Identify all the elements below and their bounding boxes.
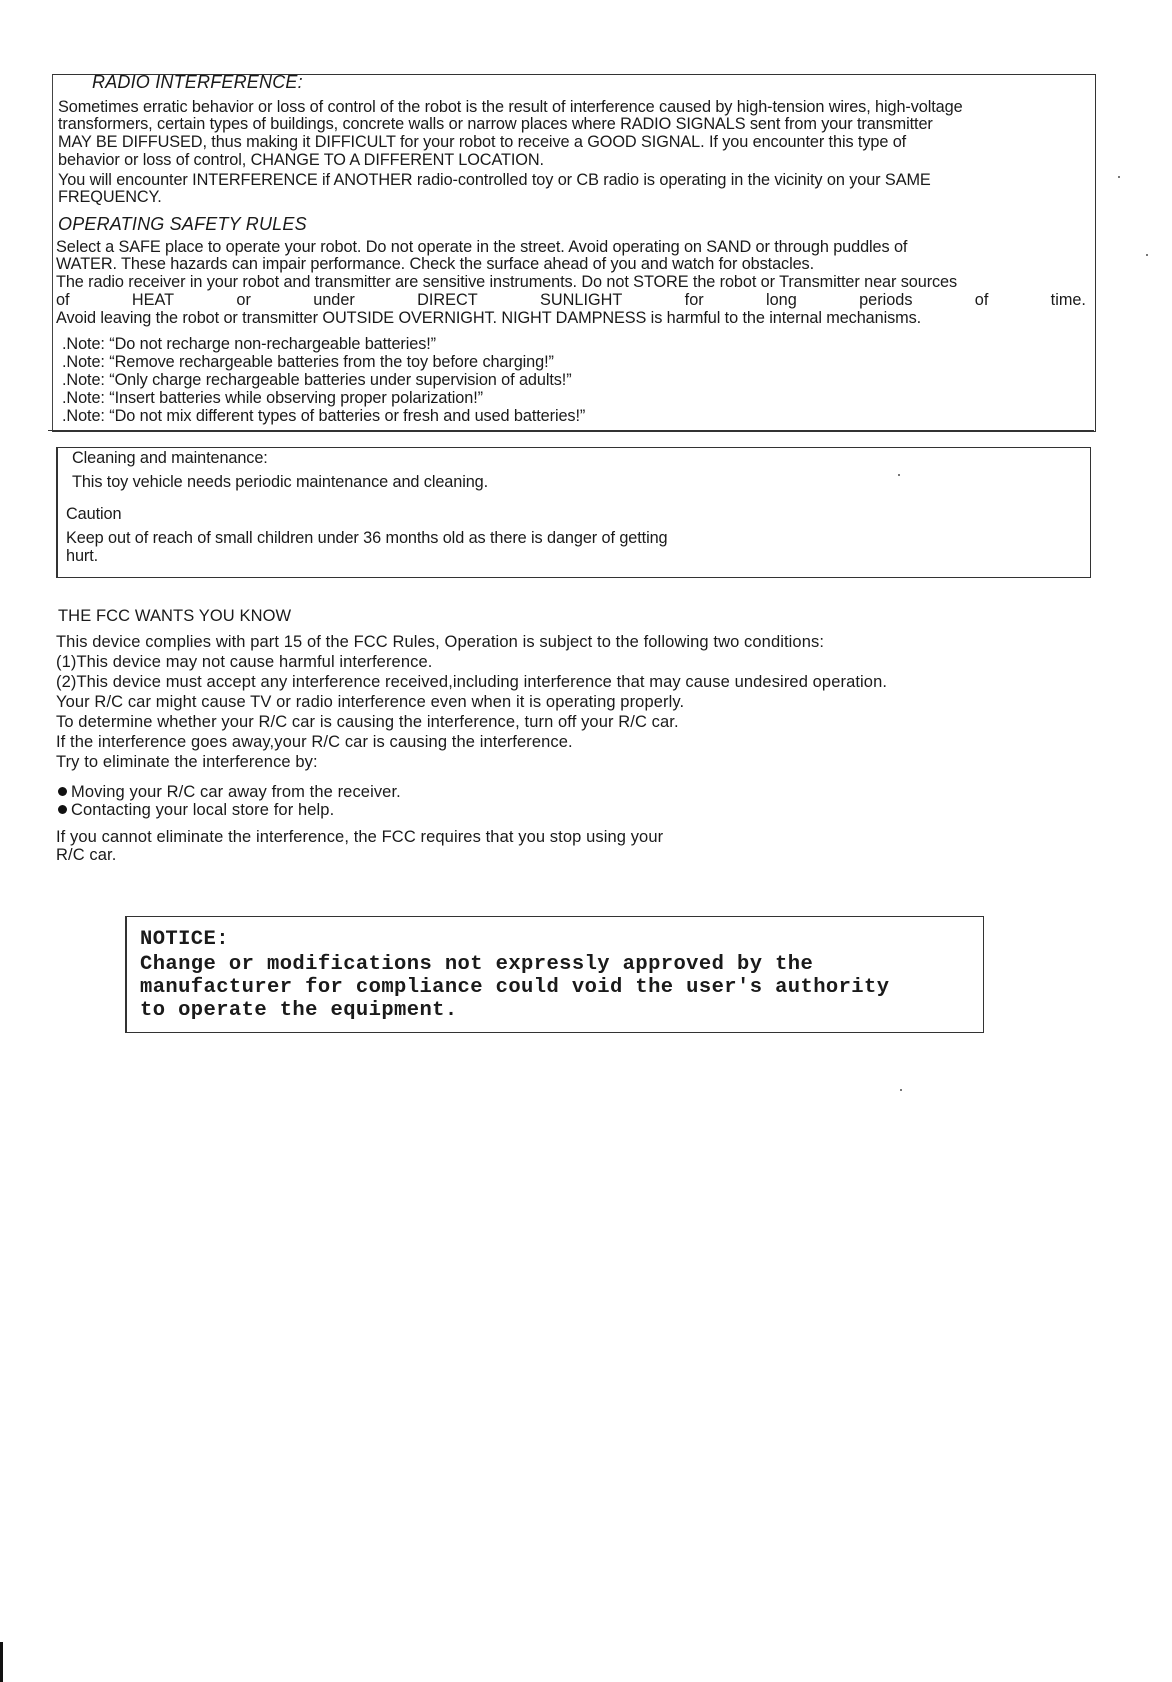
- note-item: .Note: “Do not recharge non-rechargeable batteries!”: [62, 335, 436, 353]
- spaced-word: under: [313, 291, 355, 309]
- bullet-icon: [58, 805, 67, 814]
- fcc-line: (2)This device must accept any interference received,including interference that may cause undesired operation.: [56, 673, 888, 691]
- fcc-bullet-item: [58, 801, 334, 821]
- scan-edge-mark: [0, 1642, 3, 1682]
- fcc-line: Your R/C car might cause TV or radio interference even when it is operating properly.: [56, 693, 685, 711]
- radio-line: behavior or loss of control, CHANGE TO A DIFFERENT LOCATION.: [58, 151, 544, 169]
- fcc-line: This device complies with part 15 of the FCC Rules, Operation is subject to the following two conditions:: [56, 633, 825, 651]
- scan-speck: [1118, 176, 1120, 178]
- note-item: .Note: “Remove rechargeable batteries from the toy before charging!”: [62, 353, 554, 371]
- spaced-word: for: [684, 291, 704, 309]
- spaced-word: of: [56, 291, 70, 309]
- fcc-closing-line: If you cannot eliminate the interference, the FCC requires that you stop using your: [56, 828, 664, 846]
- spaced-word: long: [765, 291, 797, 309]
- spaced-word: time.: [1050, 291, 1086, 309]
- spaced-word: or: [236, 291, 251, 309]
- radio-line: MAY BE DIFFUSED, thus making it DIFFICULT for your robot to receive a GOOD SIGNAL. If you encounter this type of: [58, 133, 907, 151]
- safety-line: Select a SAFE place to operate your robot. Do not operate in the street. Avoid operating on SAND or through puddles of: [56, 238, 908, 256]
- radio-line: FREQUENCY.: [58, 188, 162, 206]
- caution-heading: Caution: [66, 505, 122, 523]
- spaced-word: DIRECT: [417, 291, 478, 309]
- fcc-heading: THE FCC WANTS YOU KNOW: [58, 607, 292, 625]
- radio-line: You will encounter INTERFERENCE if ANOTHER radio-controlled toy or CB radio is operating in the vicinity on your SAME: [58, 171, 931, 189]
- safety-spaced-line: [56, 292, 1086, 309]
- caution-text: hurt.: [66, 547, 99, 565]
- fcc-bullet-text: Moving your R/C car away from the receiver.: [71, 783, 401, 801]
- notice-line: Change or modifications not expressly approved by the: [140, 953, 814, 976]
- scan-speck: [898, 474, 900, 476]
- notice-line: manufacturer for compliance could void the user's authority: [140, 976, 890, 999]
- fcc-line: To determine whether your R/C car is causing the interference, turn off your R/C car.: [56, 713, 679, 731]
- spaced-word: SUNLIGHT: [540, 291, 623, 309]
- radio-safety-box-underline: [48, 430, 1094, 431]
- operating-safety-heading: OPERATING SAFETY RULES: [58, 214, 307, 234]
- safety-line: The radio receiver in your robot and transmitter are sensitive instruments. Do not STORE the robot or Transmitter near sources: [56, 273, 958, 291]
- notice-line: to operate the equipment.: [140, 999, 458, 1022]
- radio-line: Sometimes erratic behavior or loss of control of the robot is the result of interference caused by high-tension wires, high-voltage: [58, 98, 963, 116]
- cleaning-text: This toy vehicle needs periodic maintenance and cleaning.: [72, 473, 489, 491]
- fcc-bullet-item: [58, 783, 401, 803]
- radio-line: transformers, certain types of buildings, concrete walls or narrow places where RADIO SIGNALS sent from your transmitter: [58, 115, 933, 133]
- note-item: .Note: “Do not mix different types of batteries or fresh and used batteries!”: [62, 407, 586, 425]
- fcc-bullet-text: Contacting your local store for help.: [71, 801, 335, 819]
- spaced-word: periods: [859, 291, 913, 309]
- cleaning-heading: Cleaning and maintenance:: [72, 449, 268, 467]
- bullet-icon: [58, 787, 67, 796]
- scan-speck: [900, 1089, 902, 1091]
- note-item: .Note: “Insert batteries while observing proper polarization!”: [62, 389, 483, 407]
- fcc-line: If the interference goes away,your R/C car is causing the interference.: [56, 733, 573, 751]
- fcc-closing-line: R/C car.: [56, 846, 117, 864]
- scan-speck: [1146, 254, 1148, 256]
- fcc-line: (1)This device may not cause harmful interference.: [56, 653, 433, 671]
- spaced-word: HEAT: [131, 291, 175, 309]
- notice-heading: NOTICE:: [140, 928, 229, 951]
- fcc-line: Try to eliminate the interference by:: [56, 753, 318, 771]
- note-item: .Note: “Only charge rechargeable batteries under supervision of adults!”: [62, 371, 572, 389]
- caution-text: Keep out of reach of small children under 36 months old as there is danger of getting: [66, 529, 668, 547]
- spaced-word: of: [974, 291, 989, 309]
- radio-interference-heading: RADIO INTERFERENCE:: [92, 72, 303, 92]
- safety-line: WATER. These hazards can impair performance. Check the surface ahead of you and watch for obstacles.: [56, 255, 815, 273]
- safety-line: Avoid leaving the robot or transmitter OUTSIDE OVERNIGHT. NIGHT DAMPNESS is harmful to the internal mechanisms.: [56, 309, 922, 327]
